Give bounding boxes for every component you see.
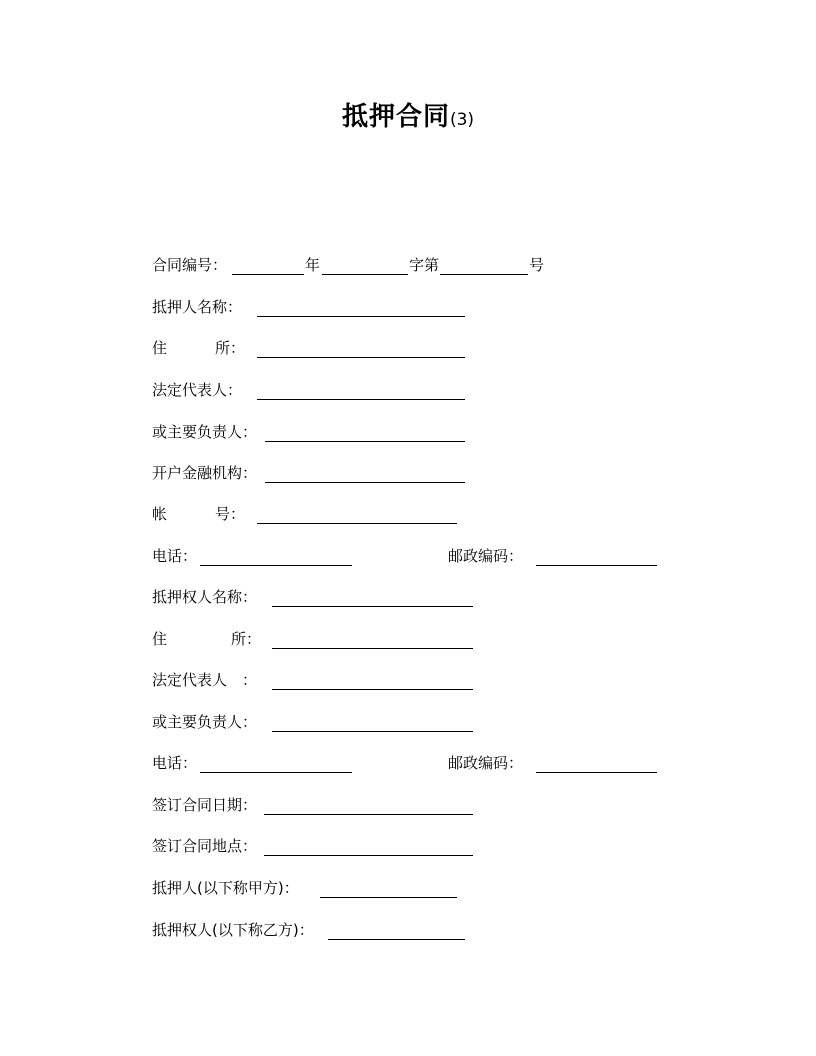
- contract-year-label: 年: [305, 256, 321, 274]
- mortgagor-account-label-b: 号：: [215, 505, 246, 523]
- mortgagor-account-row: [152, 503, 472, 525]
- mortgagor-bank-label: 开户金融机构：: [152, 464, 258, 482]
- mortgagee-legal-rep-colon: ：: [242, 671, 258, 689]
- mortgagor-legal-rep-blank[interactable]: [257, 399, 465, 400]
- mortgagee-phone-blank[interactable]: [200, 772, 352, 773]
- party-a-blank[interactable]: [320, 897, 457, 898]
- mortgagee-address-blank[interactable]: [272, 648, 473, 649]
- contract-char-blank[interactable]: [322, 274, 408, 275]
- mortgagee-legal-rep-row: [152, 669, 482, 691]
- title-suffix: (3): [449, 110, 475, 130]
- contract-char-label: 字第: [409, 256, 440, 274]
- sign-place-blank[interactable]: [264, 855, 473, 856]
- party-b-row: [152, 919, 472, 941]
- sign-date-row: [152, 794, 482, 816]
- mortgagor-phone-label: 电话：: [152, 547, 198, 565]
- mortgagee-address-label-a: 住: [152, 630, 168, 648]
- mortgagee-address-row: [152, 628, 482, 650]
- mortgagee-principal-label: 或主要负责人：: [152, 713, 258, 731]
- mortgagor-principal-blank[interactable]: [265, 441, 465, 442]
- mortgagor-address-row: [152, 337, 472, 359]
- mortgagee-name-label: 抵押权人名称：: [152, 588, 258, 606]
- contract-number-suffix: 号: [529, 256, 545, 274]
- mortgagor-account-label-a: 帐: [152, 505, 168, 523]
- party-b-blank[interactable]: [328, 939, 465, 940]
- sign-date-label: 签订合同日期：: [152, 796, 258, 814]
- contract-number-blank[interactable]: [440, 274, 528, 275]
- document-title: [0, 96, 816, 133]
- mortgagor-postcode-label: 邮政编码：: [448, 547, 524, 565]
- mortgagee-postcode-blank[interactable]: [536, 772, 657, 773]
- mortgagor-bank-blank[interactable]: [265, 482, 465, 483]
- mortgagee-principal-blank[interactable]: [272, 731, 473, 732]
- mortgagee-phone-label: 电话：: [152, 754, 198, 772]
- mortgagor-phone-blank[interactable]: [200, 565, 352, 566]
- contract-year-blank[interactable]: [232, 274, 304, 275]
- mortgagor-legal-rep-row: [152, 379, 472, 401]
- mortgagee-legal-rep-blank[interactable]: [272, 689, 473, 690]
- mortgagor-name-row: [152, 296, 472, 318]
- title-main: 抵押合同: [341, 102, 450, 132]
- party-b-label: 抵押权人(以下称乙方)：: [152, 921, 314, 939]
- mortgagor-bank-row: [152, 462, 472, 484]
- mortgagor-contact-row: [152, 545, 662, 567]
- mortgagor-principal-row: [152, 421, 472, 443]
- mortgagee-address-label-b: 所：: [231, 630, 262, 648]
- sign-place-label: 签订合同地点：: [152, 837, 258, 855]
- party-a-label: 抵押人(以下称甲方)：: [152, 879, 299, 897]
- mortgagor-name-label: 抵押人名称：: [152, 298, 243, 316]
- mortgagee-postcode-label: 邮政编码：: [448, 754, 524, 772]
- mortgagee-name-row: [152, 586, 482, 608]
- mortgagor-principal-label: 或主要负责人：: [152, 423, 258, 441]
- sign-date-blank[interactable]: [264, 814, 473, 815]
- mortgagee-principal-row: [152, 711, 482, 733]
- mortgagor-address-blank[interactable]: [257, 357, 465, 358]
- mortgagee-name-blank[interactable]: [272, 606, 473, 607]
- mortgagor-postcode-blank[interactable]: [536, 565, 657, 566]
- mortgagor-address-label-a: 住: [152, 339, 168, 357]
- contract-number-row: [152, 254, 572, 276]
- contract-number-label: 合同编号：: [152, 256, 228, 274]
- mortgagor-name-blank[interactable]: [257, 316, 465, 317]
- mortgagor-address-label-b: 所：: [215, 339, 246, 357]
- mortgagee-contact-row: [152, 752, 662, 774]
- mortgagor-account-blank[interactable]: [257, 523, 457, 524]
- mortgagee-legal-rep-label: 法定代表人: [152, 671, 228, 689]
- mortgagor-legal-rep-label: 法定代表人：: [152, 381, 243, 399]
- sign-place-row: [152, 835, 482, 857]
- party-a-row: [152, 877, 472, 899]
